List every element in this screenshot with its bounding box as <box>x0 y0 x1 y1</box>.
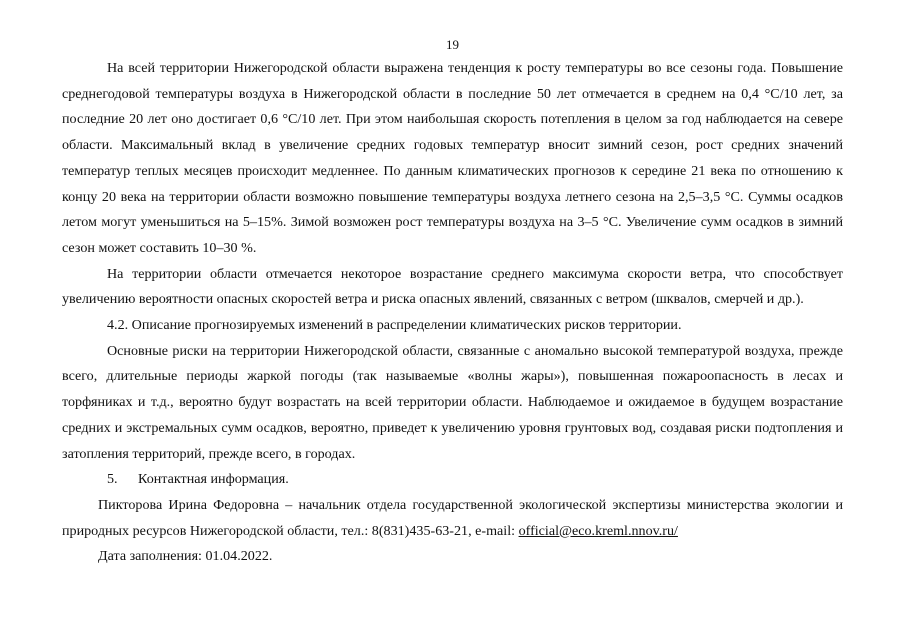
paragraph-temperature-trend: На всей территории Нижегородской области выражена тенденция к росту температуры во все сезоны года. Повышение среднегодовой температуры воздуха в Нижегородской области в последние 50 лет отмечается в среднем на 0,4 °С/10 лет, за последние 20 лет оно достигает 0,6 °С/10 лет. При этом наибольшая скорость потепления в целом за год наблюдается на севере области. Максимальный вклад в увеличение средних годовых температур вносит зимний сезон, рост средних значений температур теплых месяцев происходит медленнее. По данным климатических прогнозов к середине 21 века по отношению к концу 20 века на территории области возможно повышение температуры воздуха летнего сезона на 2,5–3,5 °С. Суммы осадков летом могут уменьшиться на 5–15%. Зимой возможен рост температуры воздуха на 3–5 °С. Увеличение сумм осадков в зимний сезон может составить 10–30 %. <box>62 60 843 256</box>
section-heading-5 <box>62 467 843 493</box>
page-number: 19 <box>446 37 459 52</box>
paragraph-wind-speed: На территории области отмечается некоторое возрастание среднего максимума скорости ветра, что способствует увеличению вероятности опасных скоростей ветра и риска опасных явлений, связанных с ветром (шквалов, смерчей и др.). <box>62 265 843 308</box>
section-title: Контактная информация. <box>138 471 289 488</box>
section-number: 5. <box>107 471 118 488</box>
contact-paragraph <box>62 493 843 544</box>
section-heading-4-2: 4.2. Описание прогнозируемых изменений в распределении климатических рисков территории. <box>107 317 682 334</box>
paragraph-climate-risks: Основные риски на территории Нижегородской области, связанные с аномально высокой температурой воздуха, прежде всего, длительные периоды жаркой погоды (так называемые «волны жары»), повышенная пожароопасность в лесах и торфяниках и т.д., вероятно будут возрастать на всей территории области. Наблюдаемое и ожидаемое в будущем возрастание средних и экстремальных сумм осадков, вероятно, приведет к увеличению уровня грунтовых вод, создавая риски подтопления и затопления территорий, прежде всего, в городах. <box>62 342 843 462</box>
contact-text: Пикторова Ирина Федоровна – начальник отдела государственной экологической экспертизы министерства экологии и природных ресурсов Нижегородской области, тел.: 8(831)435-63-21, e-mail: <box>62 496 843 539</box>
date-filled: Дата заполнения: 01.04.2022. <box>98 548 273 565</box>
document-body <box>62 56 843 570</box>
email-link[interactable]: official@eco.kreml.nnov.ru/ <box>518 522 678 539</box>
